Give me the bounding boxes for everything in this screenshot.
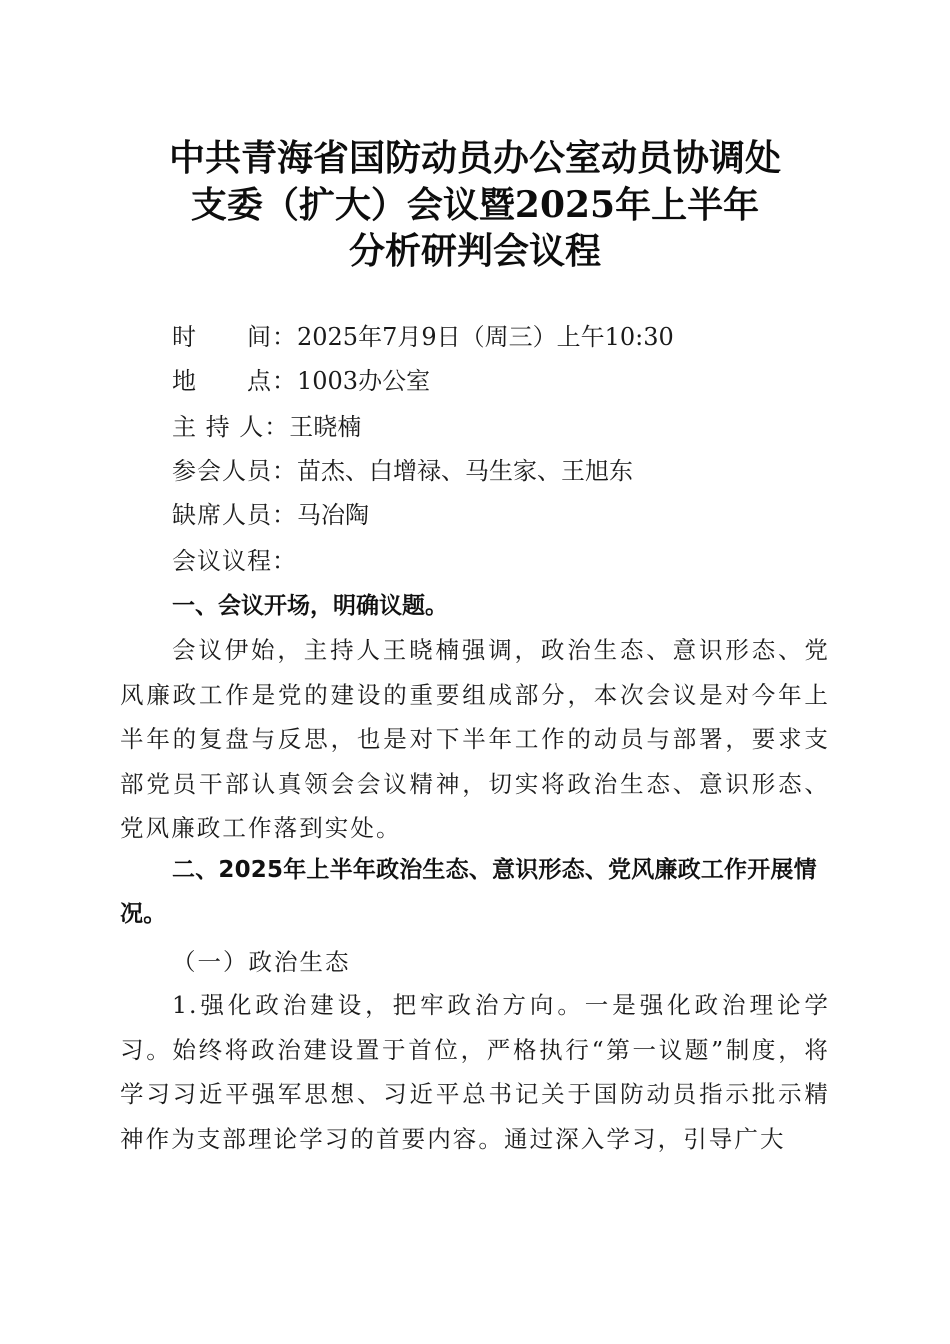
document-title-line-1: 中共青海省国防动员办公室动员协调处	[168, 137, 781, 179]
document-title-line-3: 分析研判会议程	[348, 230, 601, 272]
meta-time	[172, 322, 674, 352]
meta-absent-value: 马冶陶	[297, 501, 369, 529]
meta-attendees-value: 苗杰、白增禄、马生家、王旭东	[297, 457, 633, 485]
section-2-paragraph: 1.强化政治建设，把牢政治方向。一是强化政治理论学习。始终将政治建设置于首位，严格执行“第一议题”制度，将学习习近平强军思想、习近平总书记关于国防动员指示批示精神作为支部理论学习的首要内容。通过深入学习，引导广大	[120, 991, 830, 1153]
section-2-heading: 二、2025年上半年政治生态、意识形态、党风廉政工作开展情况。	[120, 857, 817, 927]
meta-absent-label: 缺席人员：	[172, 501, 297, 529]
section-1-paragraph: 会议伊始，主持人王晓楠强调，政治生态、意识形态、党风廉政工作是党的建设的重要组成部分，本次会议是对今年上半年的复盘与反思，也是对下半年工作的动员与部署，要求支部党员干部认真领会会议精神，切实将政治生态、意识形态、党风廉政工作落到实处。	[120, 636, 830, 842]
meta-host-value: 王晓楠	[289, 413, 362, 441]
meta-time-value: 2025年7月9日（周三）上午10:30	[297, 323, 674, 351]
meta-agenda	[172, 546, 297, 576]
meta-attendees-label: 参会人员：	[172, 457, 297, 485]
meta-attendees	[172, 456, 633, 486]
meta-place	[172, 366, 430, 396]
meta-place-label: 地 点：	[172, 367, 297, 395]
meta-absent	[172, 500, 369, 530]
meta-host-label: 主 持 人：	[172, 413, 290, 441]
meta-place-value: 1003办公室	[297, 367, 431, 395]
section-2-subheading: （一）政治生态	[172, 948, 351, 976]
section-1-heading: 一、会议开场，明确议题。	[172, 593, 448, 619]
meta-time-label: 时 间：	[172, 323, 297, 351]
document-title-line-2: 支委（扩大）会议暨2025年上半年	[190, 184, 760, 226]
meta-host	[172, 412, 361, 442]
meta-agenda-label: 会议议程：	[172, 547, 297, 575]
